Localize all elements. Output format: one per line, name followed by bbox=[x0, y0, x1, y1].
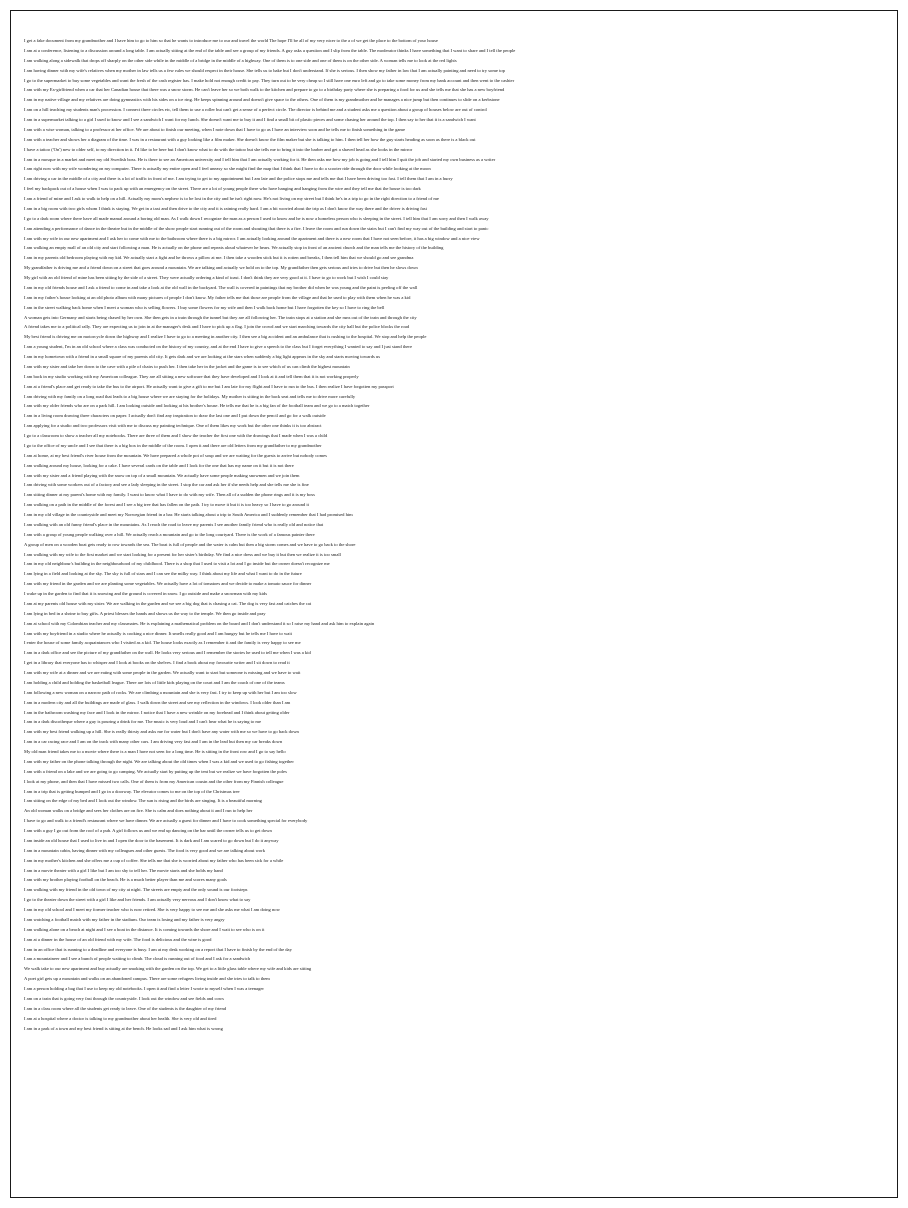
text-line: I am walking on a path in the middle of the forest and I see a big tree that has fallen on the path. I try to move it but it is too heavy so I have to go around it bbox=[24, 502, 309, 508]
text-line: I wake up in the garden to find that it is snowing and the ground is covered in snow. I go outside and make a snowman with my kids bbox=[24, 591, 267, 596]
text-line: I am holding a child and holding the basketball league. There are lots of little kids playing on the court and I am the coach of one of the teams bbox=[24, 679, 285, 685]
document-body bbox=[24, 36, 886, 1033]
text-line: I am in my old neighbour's building in the neighbourhood of my childhood. There is a shop that I used to visit a lot and I go inside but the owner doesn't recognize me bbox=[24, 561, 330, 567]
text-line: I am in a park of a town and my best friend is sitting at the bench. He looks sad and I ask him what is wrong bbox=[24, 1025, 223, 1031]
text-line: I am in a movie theater with a girl I like but I am too shy to tell her. The movie starts and she holds my hand bbox=[24, 867, 223, 873]
text-line: We walk take to our new apartment and buy actually are smoking with the garden on the top. We get to a little glass table where my wife and kids are sitting bbox=[24, 966, 312, 972]
text-line: I am in my old friends house and I ask a friend to come in and take a look at the old wall in the backyard. The wall is covered in paintings that my brother did when he was young and the paint is peeling off the wall bbox=[24, 284, 418, 290]
text-line: I am in the bathroom washing my face and I look in the mirror. I notice that I have a new wrinkle on my forehead and I think about getting older bbox=[24, 709, 290, 715]
text-line: I am in a mountain cabin, having dinner with my colleagues and other guests. The food is very good and we are talking about work bbox=[24, 847, 266, 853]
text-line: I am in a dark office and see the picture of my grandfather on the wall. He looks very serious and I remember the stories he used to tell me when I was a kid bbox=[24, 650, 311, 656]
text-line: I feel my backpack out of a house when I was to pack up with an emergency on the street. There are a lot of young people there who have hanging and hanging from the wire and they tell me that the house is too dark bbox=[24, 186, 421, 192]
text-line: A poet girl gets up a mountain and walks on an abandoned campus. There are some refugees living inside and she tries to talk to them bbox=[24, 976, 270, 982]
text-line: I am with my sister and a friend playing with the snow on top of a small mountain. We actually have some people making snowmen and we join them bbox=[24, 472, 300, 478]
text-line: I am at school with my Colombian teacher and my classmates. He is explaining a mathematical problem on the board and I don't understand it so I raise my hand and ask him to explain again bbox=[24, 620, 375, 626]
text-line: I am attending a performance of dance in the theatre but in the middle of the show people start running out of the room and shouting that there is a fire. I leave the room and run down the stairs but I can't find my way out of the building and start to panic bbox=[24, 225, 489, 231]
text-line: I am walking with an old funny friend's place in the mountains. As I reach the road to leave my parents I see another family friend who is really old and notice that bbox=[24, 521, 324, 527]
text-line: I am at my parents old house with my sister. We are walking in the garden and we see a big dog that is chasing a cat. The dog is very fast and catches the cat bbox=[24, 600, 312, 606]
text-line: I am with my older friends who are on a park hill. I am looking outside and looking at his brother's house. He tells me that he is a big fan of the football team and we go to a match together bbox=[24, 403, 370, 409]
text-line: I am a young student, I'm in an old school where a class was conducted on the history of my country, and at the end I have to give a speech to the class but I forget everything I wanted to say and I just stand there bbox=[24, 344, 412, 350]
text-line: I am with a wise woman, talking to a professor at her office. We are about to finish our meeting, when I note down that I have to go as I have an interview soon and he tells me to finish something in the game bbox=[24, 126, 406, 132]
text-line: I am right now with my wife wondering on my computer. There is actually my entire open and I feel uneasy so she might find the map that I think that I have to do a scooter ride through the door while looking at the moon bbox=[24, 166, 431, 172]
text-line: A friend takes me to a political rally. They are expecting us to join in at the manager's desk and I have to pick up a flag. I join the crowd and we start marching towards the city hall but the police blocks the road bbox=[24, 324, 410, 330]
text-line: I am in my parents old bedroom playing with my kid. We actually start a fight and he throws a pillow at me. I then take a wooden stick but it is rotten and breaks, I then tell him that we should go and see grandma bbox=[24, 255, 414, 261]
text-line: I am in a car racing race and I am on the track with many other cars. I am driving very fast and I am in the lead but then my car breaks down bbox=[24, 739, 283, 745]
text-line: I am at a dinner in the house of an old friend with my wife. The food is delicious and the wine is good bbox=[24, 936, 212, 942]
text-line: I am following a new woman on a narrow path of rocks. We are climbing a mountain and she is very fast. I try to keep up with her but I am too slow bbox=[24, 689, 297, 695]
text-line: I am back in my studio working with my American colleague. They are all sitting a new software that they have developed and I look at it and tell them that it is not working properly bbox=[24, 373, 359, 379]
text-line: I am at a conference, listening to a discussion around a long table. I am actually sitting at the end of the table and see a group of my friends. A guy asks a question and I slip from the table. The moderator thinks I have something that I want to share and I tell the people bbox=[24, 47, 516, 53]
text-line: I go to the office of my uncle and I see that there is a big box in the middle of the room. I open it and there are old letters from my grandfather to my grandmother bbox=[24, 442, 322, 448]
text-line: I am in an office that is running to a deadline and everyone is busy. I am at my desk working on a report that I have to finish by the end of the day bbox=[24, 946, 292, 952]
text-line: I am with my friend in the garden and we are planting some vegetables. We actually have a lot of tomatoes and we decide to make a tomato sauce for dinner bbox=[24, 581, 312, 587]
text-line: I am with a teacher and shows her a diagram of the time. I was in a restaurant with a guy looking like a film maker. She doesn't know the film maker but she is talking to him. I then tell her how the guy starts heading as soon as there is a black out bbox=[24, 136, 476, 142]
text-line: I am in the street walking back home when I meet a woman who is selling flowers. I buy some flowers for my wife and then I walk back home but I have forgotten the key so I have to ring the bell bbox=[24, 304, 385, 310]
text-line: I am walking with my wife to the first market and we start looking for a present for her sister's birthday. We find a nice dress and we buy it but then we realize it is too small bbox=[24, 551, 341, 557]
text-line: I am at home, at my best friend's river house from the mountain. We have prepared a whole pot of soup and we are waiting for the guests to arrive but nobody comes bbox=[24, 452, 327, 458]
text-line: I am in a modern city and all the buildings are made of glass. I walk down the street and see my reflection in the windows. I look older than I am bbox=[24, 699, 291, 705]
text-line: I go to the supermarket to buy some vegetables and want the fresh of the cash register has. I make hold not enough credit to pay. They turn out to be very cheap so I still have one euro left and go to take some money from my bank account and then went to the cashier bbox=[24, 77, 515, 83]
text-line: My grandfather is driving me and a friend down on a street that goes around a mountain. We are talking and actually we hold on to the top. My grandfather then gets serious and tries to drive but then he slows down bbox=[24, 265, 418, 271]
text-line: I am lying in bed in a shrine to buy gifts. A priest blesses the hands and shows us the way to the temple. We then go inside and pray bbox=[24, 610, 266, 616]
text-line: I go to the theater down the street with a girl I like and her friends. I am actually very nervous and I don't know what to say bbox=[24, 897, 251, 903]
text-line: I am with my wife at a dinner and we are eating with some people in the garden. We actually want to start but someone is missing and we have to wait bbox=[24, 670, 301, 675]
text-line: I am in my native village and my relatives are doing gymnastics with his sides on a ice ring. He keeps spinning around and doesn't give space to the others. One of them is my grandmother and he manages a nice jump but then continues to slide on a kerbstone bbox=[24, 97, 500, 103]
text-line: I am in a living room drawing three characters on paper. I actually don't find any inspiration to draw the last one and I put down the pencil and go for a walk outside bbox=[24, 413, 326, 419]
text-line: I get a fake document from my grandmother and I have him to go to him so that he wants to introduce me to our and travel the world The hope I'll be all of my very nicer to the a of we get the place to the bottom of your house bbox=[24, 38, 438, 43]
text-line: I am having dinner with my wife's relatives when my mother in law tells us a few rules we should respect in their house. She tells us to bake but I don't understand. If she is serious. I then show my father in law that I am actually painting and need to try some top bbox=[24, 67, 505, 73]
text-line: I am in my father's house looking at an old photo album with many pictures of people I don't know. My father tells me that those are people from the village and that he used to play with them when he was a kid bbox=[24, 294, 411, 300]
text-line: I am with my sister and take her down to the cave with a pile of chairs to push her. I then take her in the jacket and the game is to see which of us can climb the highest mountain bbox=[24, 363, 350, 369]
text-line: I am with my boyfriend in a studio where he actually is cooking a nice dinner. It smells really good and I am hungry but he tells me I have to wait bbox=[24, 630, 292, 636]
text-line: I am in a trip that is getting bumped and I go in a doorway. The elevator comes to me on the top of the Christmas tree bbox=[24, 788, 240, 794]
text-line: I am walking an empty mall of an old city and start following a man. He is actually on the phone and repeats aloud whatever he hears. We actually stop in front of an ancient church and the man tells me the history of the building bbox=[24, 245, 444, 251]
text-line: I am in a dark discotheque where a guy is pouring a drink for me. The music is very loud and I can't hear what he is saying to me bbox=[24, 719, 261, 725]
text-line: I am in a big room with two girls whom I think is staying. We get in a taxi and then drive to the city and it is raining really hard. I am a bit worried about the trip as I don't know the way there and the driver is driving fast bbox=[24, 205, 427, 211]
text-line: My girl with an old friend of mine has been sitting by the side of a street. They were actually ordering a kind of toast. I don't think they are very good at it. I have to go to work but I wish I could stay bbox=[24, 275, 389, 280]
text-line: I am with my wife in our new apartment and I ask her to come with me to the bathroom where there is a big mirror. I am actually looking around the apartment and there is a new room that I have not seen before, it has a big window and a nice view bbox=[24, 235, 480, 241]
text-line: I am in my hometown with a friend in a small square of my parents old city. It gets dark and we are looking at the stars when suddenly a big light appears in the sky and starts moving towards us bbox=[24, 354, 381, 359]
text-line: I am lying in a field and looking at the sky. The sky is full of stars and I can see the milky way. I think about my life and what I want to do in the future bbox=[24, 571, 302, 577]
text-line: I am on a train that is going very fast through the countryside. I look out the window and see fields and cows bbox=[24, 995, 224, 1001]
text-line: A group of men on a wooden boat gets ready to row towards the sea. The boat is full of people and the water is calm but then a big storm comes and we have to go back to the shore bbox=[24, 541, 356, 547]
text-line: I am walking along a sidewalk that drops off sharply on the other side while in the middle of a bridge in the middle of a highway. One of them is to one side and one of them is on the other side. A woman tells me to look at the red lights bbox=[24, 57, 457, 63]
text-line: I am in my mother's kitchen and she offers me a cup of coffee. She tells me that she is worried about my father who has been sick for a while bbox=[24, 857, 284, 863]
text-line: I am on a hill teaching my students man's procession. I connect three circles etc, tell them to use a roller but can't get a sense of a perfect circle. The director is behind me and a student asks me a question about a group of houses below are out of control bbox=[24, 107, 487, 113]
text-line: I am with a guy I go out from the roof of a pub. A girl follows us and we end up dancing on the bar until the owner tells us to get down bbox=[24, 828, 272, 833]
text-line: I am with my brother playing football on the beach. He is a much better player than me and scores many goals bbox=[24, 877, 227, 883]
text-line: I am walking with my friend in the old town of my city at night. The streets are empty and the only sound is our footsteps bbox=[24, 887, 248, 893]
text-line: I am a person holding a bag that I use to keep my old notebooks. I open it and find a letter I wrote to myself when I was a teenager bbox=[24, 986, 264, 991]
text-line: I go to a dark room where there have all made mamal around a boring old man. As I walk down I recognize the man as a person I used to know and he is now a homeless person who is sleeping in the street. I tell him that I am sorry and then I walk away bbox=[24, 215, 489, 221]
text-line: I go to a classroom to show a teacher all my notebooks. There are three of them and I show the teacher the first one with the drawings that I made when I was a child bbox=[24, 433, 328, 438]
text-line: I look at my phone, and then that I have missed two calls. One of them is from my American cousin and the other from my Finnish colleague bbox=[24, 778, 284, 784]
text-line: I am a friend of mine and I ask to walk to help on a hill. Actually my mom's nephew is to be lost in the city and he isn't right now. He's not living on my street but I think he's in a trip to go in the right direction to a friend of me bbox=[24, 196, 439, 201]
text-line: I am in a supermarket talking to a girl I used to know and I see a sandwich I want for my lunch. She doesn't want me to buy it and I find a small bit of plastic pieces and some chasing her around the top. I then say to her that it is a sandwich I want bbox=[24, 117, 476, 122]
text-line: I am at a friend's place and get ready to take the bus to the airport. He actually want to give a gift to me but I am late for my flight and I have to run to the bus. I then realize I have forgotten my passport bbox=[24, 383, 394, 389]
text-line: I am walking around my house, looking for a cake. I have several cards on the table and I look for the one that has my name on it but it is not there bbox=[24, 462, 294, 468]
text-line: I am inside an old house that I used to live in and I open the door to the basement. It is dark and I am scared to go down but I do it anyway bbox=[24, 837, 279, 843]
text-line: I am with a group of young people walking over a hill. We actually reach a mountain and go to the long courtyard. There is the work of a famous painter there bbox=[24, 531, 315, 537]
text-line: I am applying for a studio and two professors visit with me to discuss my painting technique. One of them likes my work but the other one thinks it is too abstract bbox=[24, 423, 322, 429]
text-line: I am walking alone on a beach at night and I see a boat in the distance. It is coming towards the shore and I wait to see who is on it bbox=[24, 926, 265, 932]
text-line: I am driving with some workers out of a factory and see a lady sleeping in the street. I stop the car and ask her if she needs help and she tells me she is fine bbox=[24, 482, 309, 488]
text-line: I am in a class room where all the students get ready to leave. One of the students is the daughter of my friend bbox=[24, 1005, 227, 1011]
text-line: I am a mountaineer and I see a bunch of people waiting to climb. The cloud is running out of food and I ask for a sandwich bbox=[24, 956, 251, 962]
text-line: I am at a hospital where a doctor is talking to my grandmother about her health. She is very old and tired bbox=[24, 1015, 217, 1021]
text-line: An old woman walks on a bridge and sees her clothes are on fire. She is calm and does nothing about it and I run to help her bbox=[24, 808, 253, 814]
text-line: I am in a mosque in a market and meet my old Swedish boss. He is there to see an American university and I tell him that I am actually working for it. He then asks me how my job is going and I tell him I quit the job and started my own business as a writer bbox=[24, 156, 496, 162]
text-line: A woman gets into Germany and starts being chased by her own. She then gets in a train through the tunnel but they are all following her. The train stops at a station and she runs out of the train and through the city bbox=[24, 314, 417, 320]
text-line: I am with my Ex-girlfriend when a car that her Canadian house that there was a snow storm. He can't leave her so we both walk to the kitchen and prepare to go to a birthday party where she is preparing a food for us and she tells me that she has a new boyfriend bbox=[24, 87, 505, 93]
text-line: I am in my old school and I meet my former teacher who is now retired. She is very happy to see me and she asks me what I am doing now bbox=[24, 907, 280, 912]
text-line: I am sitting dinner at my parent's home with my family. I want to know what I have to do with my wife. Then all of a sudden the phone rings and it is my boss bbox=[24, 492, 315, 498]
text-line: I am watching a football match with my father in the stadium. Our team is losing and my father is very angry bbox=[24, 916, 225, 922]
text-line: I am with my best friend walking up a hill. She is really thirsty and asks me for water but I don't have any water with me so we have to go back down bbox=[24, 729, 299, 735]
text-line: I am in my old village in the countryside and meet my Norwegian friend in a bar. He starts talking about a trip to South America and I suddenly remember that I had promised him bbox=[24, 512, 353, 517]
text-line: I am driving with my family on a long road that leads to a big house where we are staying for the holidays. My mother is sitting in the back seat and tells me to drive more carefully bbox=[24, 393, 356, 399]
text-line: My best friend is driving me on motorcycle down the highway and I realize I have to go to a meeting in another city. I then see a big accident and an ambulance that is rushing to the hospital. We stop and help the people bbox=[24, 334, 427, 340]
text-line: I have to go and walk to a friend's restaurant where we have dinner. We are actually a guest for dinner and I have to cook something special for everybody bbox=[24, 818, 308, 824]
text-line: I am with my father on the phone talking through the night. We are talking about the old times when I was a kid and we used to go fishing together bbox=[24, 758, 294, 764]
text-line: I am with a friend on a lake and we are going to go camping. We actually start by putting up the tent but we realize we have forgotten the poles bbox=[24, 768, 287, 774]
text-line: I am sitting on the edge of my bed and I look out the window. The sun is rising and the birds are singing. It is a beautiful morning bbox=[24, 798, 262, 804]
text-line: I get in a library that everyone has to whisper and I look at books on the shelves. I find a book about my favourite writer and I sit down to read it bbox=[24, 660, 290, 666]
text-line: I have a tattoo ('On') new to older self, to my direction in it. I'd like to be here but I don't know what to do with the tattoo but she tells me to bring it into the barber and get a shaved head as she looks in the mirror bbox=[24, 146, 413, 152]
text-line: My old man friend takes me to a movie where there is a man I have not seen for a long time. He is sitting in the front row and I go to say hello bbox=[24, 749, 286, 754]
text-line: I enter the house of some family acquaintances who I visited as a kid. The house looks exactly as I remember it and the family is very happy to see me bbox=[24, 640, 301, 646]
text-line: I am driving a car in the middle of a city and there is a lot of traffic in front of me. I am trying to get to my appointment but I am late and the police stops me and tells me that I have been driving too fast. I tell them that I am in a hurry bbox=[24, 176, 453, 182]
